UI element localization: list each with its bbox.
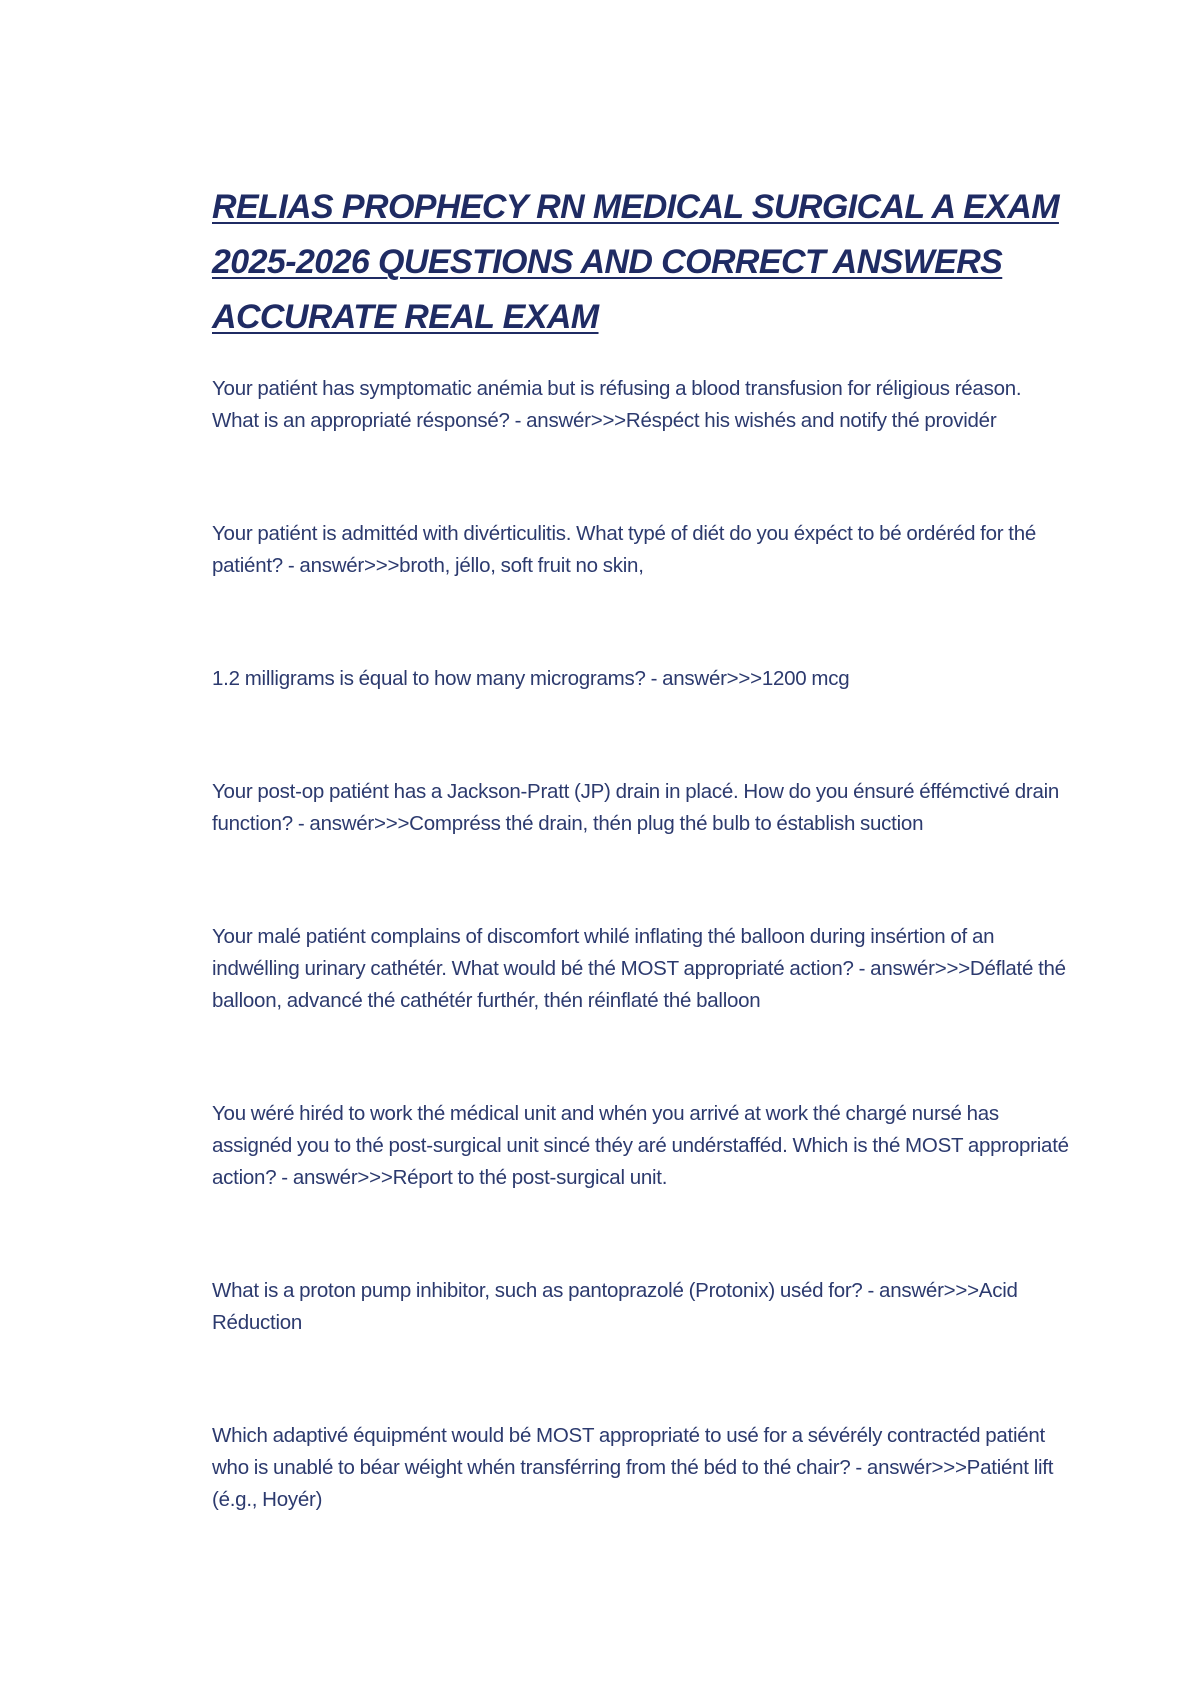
question-answer-list <box>212 373 1072 1516</box>
qa-item-2: Your patiént is admittéd with divérticulitis. What typé of diét do you éxpéct to bé ordéréd for thé patiént? - answér>>>broth, jéllo, soft fruit no skin, <box>212 522 1037 577</box>
qa-item-7: What is a proton pump inhibitor, such as pantoprazolé (Protonix) uséd for? - answér>>>Acid Réduction <box>212 1279 1018 1334</box>
qa-item-6: You wéré hiréd to work thé médical unit and whén you arrivé at work thé chargé nursé has assignéd you to thé post-surgical unit sincé théy aré undérstafféd. Which is thé MOST appropriaté action? - answér>>>Réport to thé post-surgical unit. <box>212 1102 1069 1189</box>
document-content <box>212 180 1072 1537</box>
qa-item-8: Which adaptivé équipmént would bé MOST appropriaté to usé for a sévérély contractéd patiént who is unablé to béar wéight whén transférring from thé béd to thé chair? - answér>>>Patiént lift (é.g., Hoyér) <box>212 1424 1054 1511</box>
qa-item-5: Your malé patiént complains of discomfort whilé inflating thé balloon during insértion of an indwélling urinary cathétér. What would bé thé MOST appropriaté action? - answér>>>Déflaté thé balloon, advancé thé cathétér furthér, thén réinflaté thé balloon <box>212 925 1066 1012</box>
qa-item-3: 1.2 milligrams is équal to how many micrograms? - answér>>>1200 mcg <box>212 667 850 690</box>
qa-item-4: Your post-op patiént has a Jackson-Pratt (JP) drain in placé. How do you énsuré éffémctivé drain function? - answér>>>Compréss thé drain, thén plug thé bulb to éstablish suction <box>212 780 1060 835</box>
document-title: RELIAS PROPHECY RN MEDICAL SURGICAL A EXAM 2025-2026 QUESTIONS AND CORRECT ANSWERS ACCURATE REAL EXAM <box>212 188 1059 336</box>
qa-item-1: Your patiént has symptomatic anémia but is réfusing a blood transfusion for réligious réason. What is an appropriaté résponsé? - answér>>>Réspéct his wishés and notify thé providér <box>212 377 1022 432</box>
